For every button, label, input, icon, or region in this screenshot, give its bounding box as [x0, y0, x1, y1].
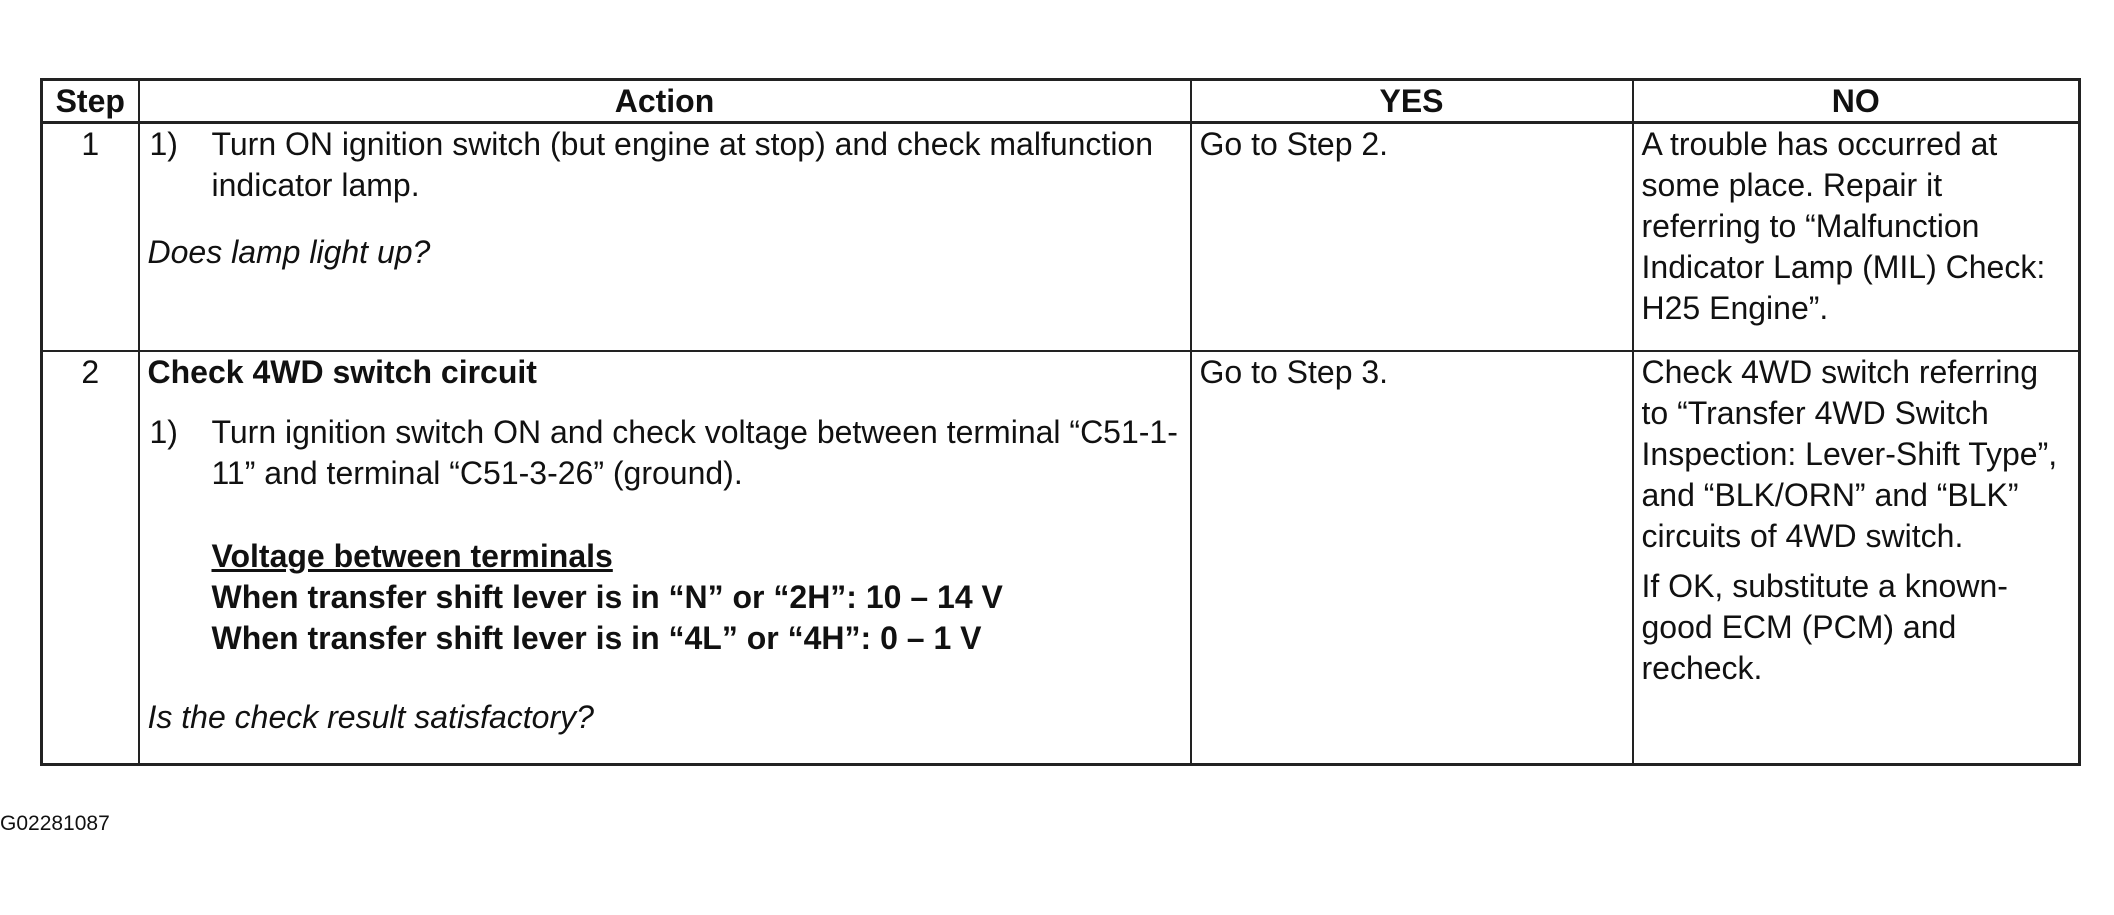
spec-heading: Voltage between terminals [211, 538, 613, 574]
header-no: NO [1633, 80, 2080, 123]
spec-line: When transfer shift lever is in “N” or “2H”: 10 – 14 V [211, 579, 1003, 615]
table-row [42, 351, 2080, 765]
item-text: Turn ignition switch ON and check voltage between terminal “C51-1-11” and terminal “C51-3-26” (ground). [211, 414, 1178, 491]
action-title: Check 4WD switch circuit [147, 354, 537, 390]
no-cell: A trouble has occurred at some place. Repair it referring to “Malfunction Indicator Lamp (MIL) Check: H25 Engine”. [1633, 123, 2080, 352]
item-number: 1) [149, 414, 178, 450]
action-question: Does lamp light up? [147, 234, 431, 270]
action-item [150, 412, 1182, 494]
action-cell [139, 123, 1191, 352]
item-text: Turn ON ignition switch (but engine at stop) and check malfunction indicator lamp. [211, 126, 1154, 203]
figure-id: G02281087 [0, 812, 110, 835]
header-step: Step [42, 80, 139, 123]
header-yes: YES [1191, 80, 1633, 123]
no-paragraph: If OK, substitute a known-good ECM (PCM) and recheck. [1641, 568, 2008, 686]
header-action: Action [139, 80, 1191, 123]
no-cell [1633, 351, 2080, 765]
table-header-row [42, 80, 2080, 123]
step-number: 1 [42, 123, 139, 352]
yes-cell: Go to Step 3. [1191, 351, 1633, 765]
table-row [42, 123, 2080, 352]
no-paragraph: Check 4WD switch referring to “Transfer 4WD Switch Inspection: Lever-Shift Type”, and “BLK/ORN” and “BLK” circuits of 4WD switch. [1641, 354, 2058, 554]
action-item [150, 124, 1182, 206]
spec-block [212, 536, 1182, 659]
troubleshooting-table [40, 78, 2081, 766]
spec-line: When transfer shift lever is in “4L” or “4H”: 0 – 1 V [211, 620, 982, 656]
action-cell [139, 351, 1191, 765]
yes-cell: Go to Step 2. [1191, 123, 1633, 352]
action-question: Is the check result satisfactory? [147, 699, 594, 735]
step-number: 2 [42, 351, 139, 765]
item-number: 1) [149, 126, 178, 162]
